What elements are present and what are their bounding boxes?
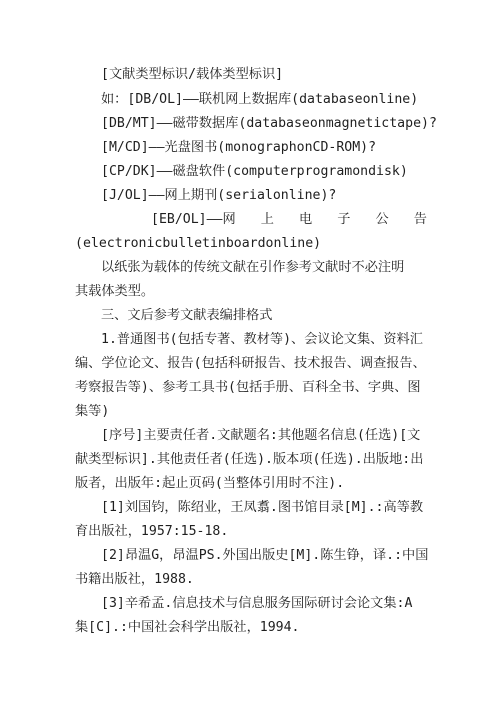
text-line: [CP/DK]——磁盘软件(computerprogramondisk) — [101, 164, 408, 179]
reference-entry: [2]昂温G，昂温PS.外国出版史[M].陈生铮，译.:中国 — [101, 548, 429, 563]
text-line: 献类型标识].其他责任者(任选).版本项(任选).出版地:出 — [75, 452, 424, 467]
text-line: 考察报告等)、参考工具书(包括手册、百科全书、字典、图 — [75, 380, 421, 395]
text-line: [文献类型标识/载体类型标识] — [101, 67, 284, 82]
eb-ol-part: 告 — [413, 212, 427, 227]
eb-ol-part: 子 — [337, 212, 351, 227]
reference-entry: [1]刘国钧，陈绍业，王凤翥.图书馆目录[M].:高等教 — [101, 500, 424, 515]
eb-ol-part: [EB/OL]——网 — [151, 212, 236, 227]
reference-entry: [3]辛希孟.信息技术与信息服务国际研讨会论文集:A — [101, 596, 413, 611]
reference-entry: 集[C].:中国社会科学出版社，1994. — [75, 620, 300, 635]
text-line: 以纸张为载体的传统文献在引作参考文献时不必注明 — [101, 260, 405, 275]
text-line: 集等) — [75, 404, 110, 419]
eb-ol-part: 公 — [375, 212, 389, 227]
text-line: 版者，出版年:起止页码(当整体引用时不注). — [75, 476, 345, 491]
reference-entry: 育出版社，1957:15-18. — [75, 524, 229, 539]
text-line: 1.普通图书(包括专著、教材等)、会议论文集、资料汇 — [101, 332, 423, 347]
reference-entry: 书籍出版社，1988. — [75, 572, 194, 587]
text-line: [序号]主要责任者.文献题名:其他题名信息(任选)[文 — [101, 428, 421, 443]
text-line: 如：[DB/OL]——联机网上数据库(databaseonline) — [101, 92, 419, 107]
text-line: [DB/MT]——磁带数据库(databaseonmagnetictape)? — [101, 116, 437, 131]
text-line: [J/OL]——网上期刊(serialonline)? — [101, 188, 337, 203]
text-line: (electronicbulletinboardonline) — [75, 236, 322, 251]
eb-ol-part: 电 — [299, 212, 313, 227]
section-heading: 三、文后参考文献表编排格式 — [101, 308, 273, 323]
text-line: 其载体类型。 — [75, 284, 155, 299]
eb-ol-line — [151, 212, 427, 228]
text-line: [M/CD]——光盘图书(monographonCD-ROM)? — [101, 140, 377, 155]
eb-ol-part: 上 — [260, 212, 274, 227]
text-line: 编、学位论文、报告(包括科研报告、技术报告、调查报告、 — [75, 356, 426, 371]
